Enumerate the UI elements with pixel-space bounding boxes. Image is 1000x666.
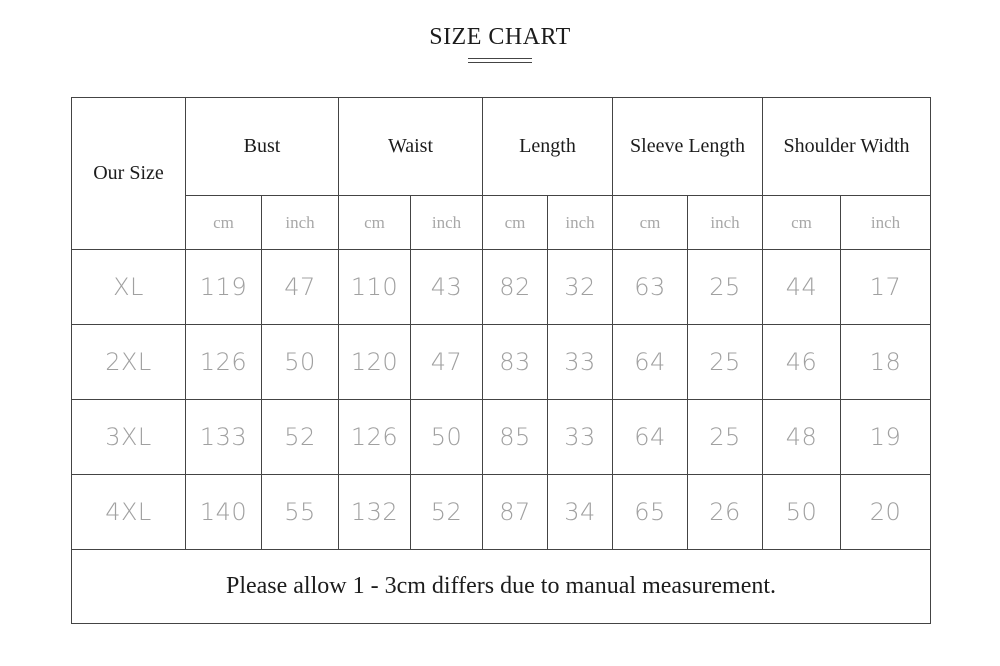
unit-cell: inch [688,196,763,250]
value-cell: 133 [186,400,262,475]
value-cell: 50 [411,400,483,475]
unit-cell: cm [613,196,688,250]
unit-cell: cm [186,196,262,250]
value-cell: 47 [262,250,339,325]
value-cell: 55 [262,475,339,550]
value-cell: 25 [688,400,763,475]
unit-cell: cm [339,196,411,250]
shoulder-width-header: Shoulder Width [763,98,931,196]
unit-cell: cm [483,196,548,250]
unit-row [72,196,931,250]
bust-header: Bust [186,98,339,196]
page-title: SIZE CHART [429,24,571,50]
size-label: 4XL [72,475,186,550]
value-cell: 33 [548,400,613,475]
unit-cell: inch [262,196,339,250]
value-cell: 33 [548,325,613,400]
value-cell: 17 [841,250,931,325]
sleeve-length-header: Sleeve Length [613,98,763,196]
value-cell: 32 [548,250,613,325]
waist-header: Waist [339,98,483,196]
length-header: Length [483,98,613,196]
value-cell: 46 [763,325,841,400]
value-cell: 26 [688,475,763,550]
size-label: XL [72,250,186,325]
value-cell: 110 [339,250,411,325]
size-label: 3XL [72,400,186,475]
value-cell: 64 [613,400,688,475]
size-label: 2XL [72,325,186,400]
table-row [72,250,931,325]
value-cell: 20 [841,475,931,550]
value-cell: 64 [613,325,688,400]
value-cell: 43 [411,250,483,325]
value-cell: 120 [339,325,411,400]
title-underline-bottom [468,62,532,63]
measurement-note: Please allow 1 - 3cm differs due to manual measurement. [72,550,931,624]
value-cell: 34 [548,475,613,550]
value-cell: 52 [262,400,339,475]
size-chart-table [71,97,931,624]
value-cell: 87 [483,475,548,550]
unit-cell: inch [548,196,613,250]
value-cell: 82 [483,250,548,325]
value-cell: 65 [613,475,688,550]
value-cell: 19 [841,400,931,475]
value-cell: 140 [186,475,262,550]
value-cell: 48 [763,400,841,475]
value-cell: 52 [411,475,483,550]
value-cell: 18 [841,325,931,400]
value-cell: 63 [613,250,688,325]
value-cell: 85 [483,400,548,475]
table-row [72,400,931,475]
value-cell: 47 [411,325,483,400]
note-row [72,550,931,624]
value-cell: 50 [763,475,841,550]
value-cell: 132 [339,475,411,550]
our-size-header: Our Size [72,98,186,250]
value-cell: 119 [186,250,262,325]
value-cell: 126 [186,325,262,400]
value-cell: 25 [688,325,763,400]
value-cell: 126 [339,400,411,475]
unit-cell: cm [763,196,841,250]
table-header-row [72,98,931,196]
unit-cell: inch [841,196,931,250]
value-cell: 44 [763,250,841,325]
table-row [72,475,931,550]
value-cell: 50 [262,325,339,400]
value-cell: 83 [483,325,548,400]
value-cell: 25 [688,250,763,325]
unit-cell: inch [411,196,483,250]
table-row [72,325,931,400]
title-underline-top [468,58,532,59]
